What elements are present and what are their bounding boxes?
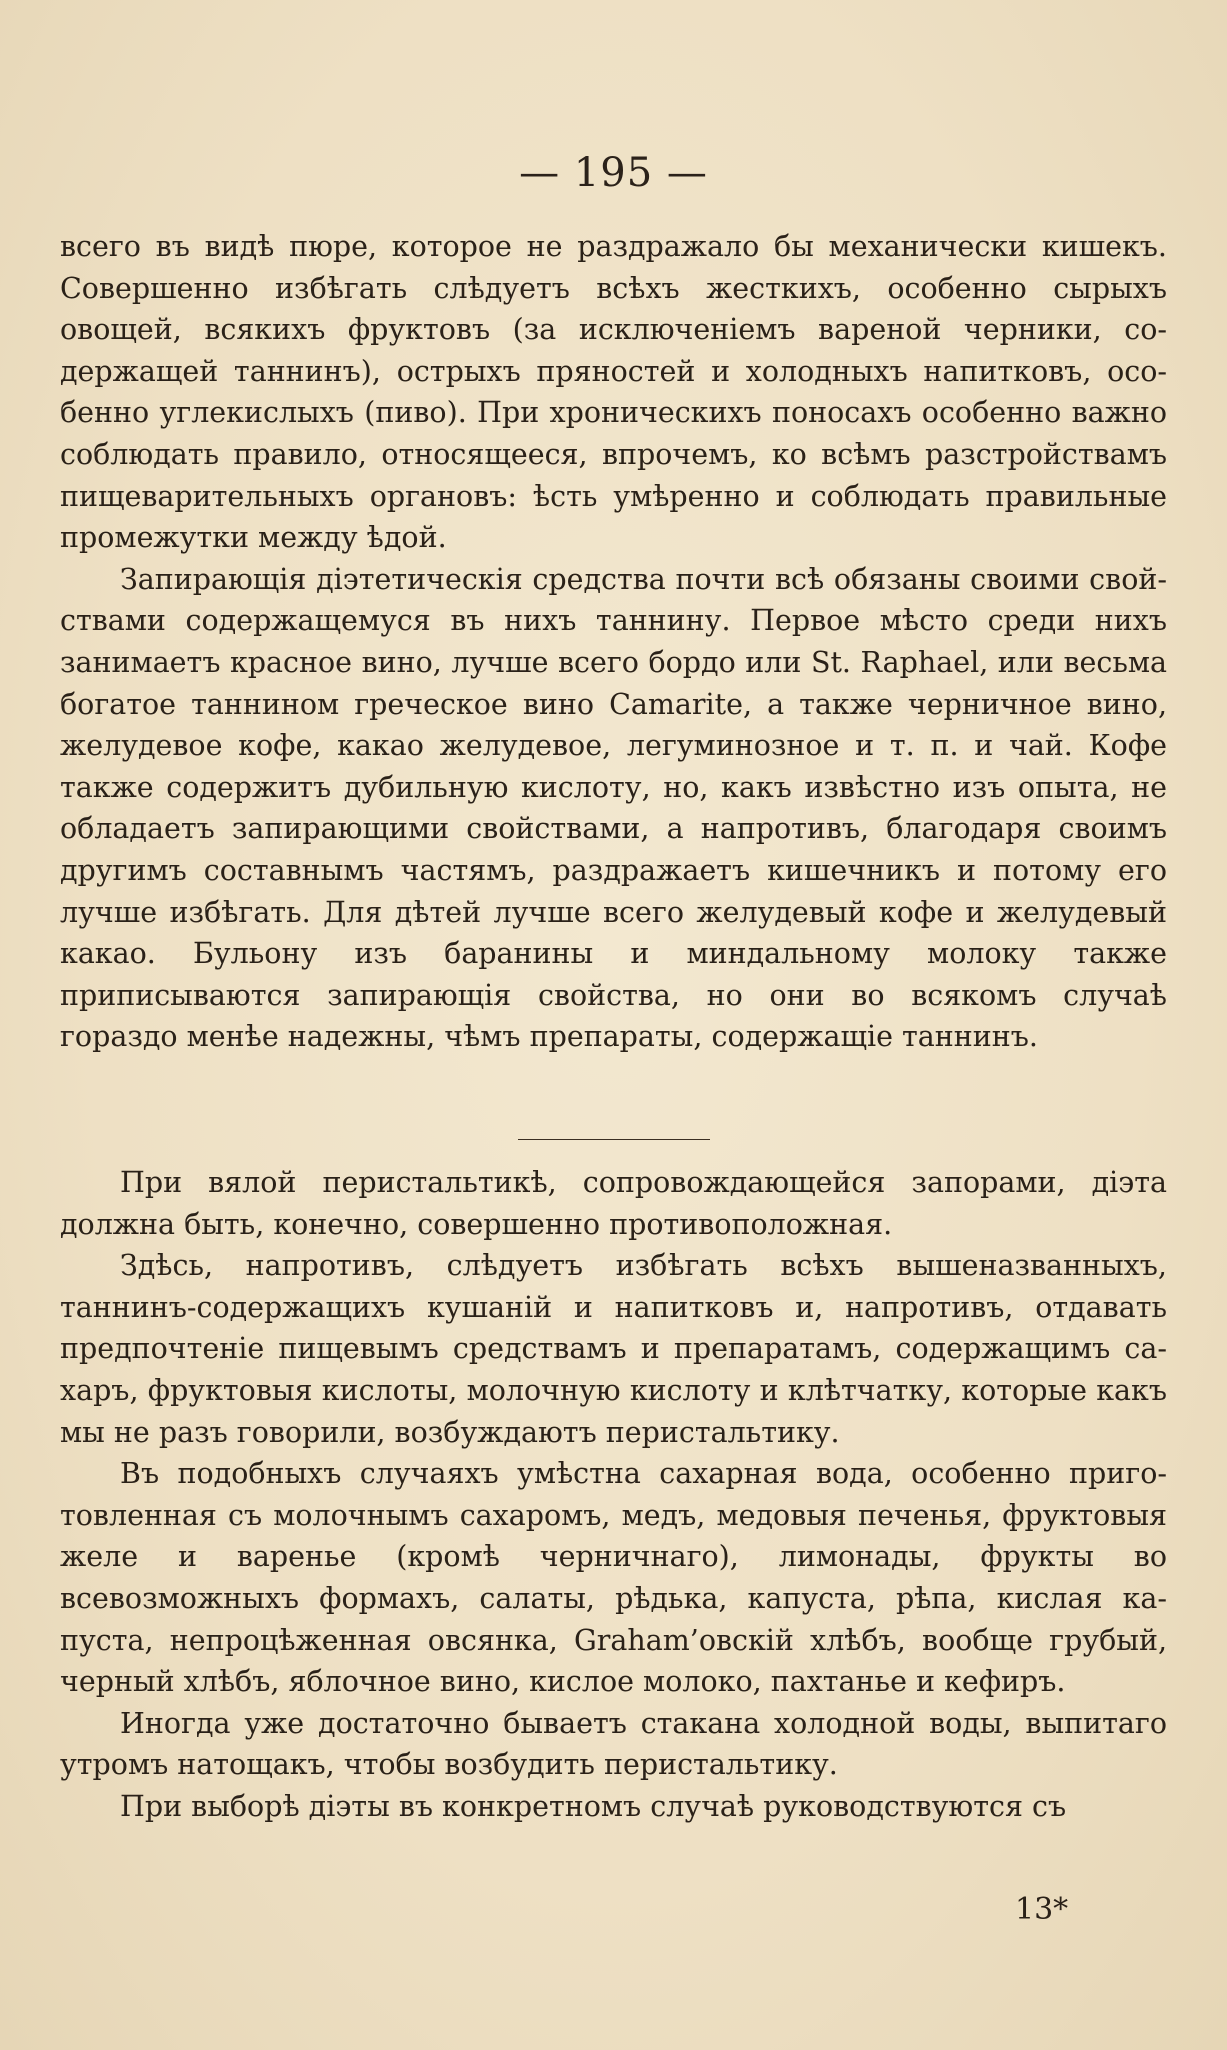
section-divider — [518, 1139, 710, 1140]
paragraph: Въ подобныхъ случаяхъ умѣстна сахарная вода, особенно приготовленная съ молочнымъ сахаромъ, медъ, медовыя печенья, фруктовыя желе и варенье (кромѣ черничнаго), лимонады, фрукты во всевозможныхъ формахъ, салаты, рѣдька, капуста, рѣпа, кислая капуста, непроцѣженная овсянка, Graham’овскiй хлѣбъ, вообще грубый, черный хлѣбъ, яблочное вино, кислое молоко, пахтанье и кефиръ. — [60, 1457, 1167, 1699]
signature-mark: 13* — [1015, 1892, 1069, 1927]
paragraph: При вялой перистальтикѣ, сопровождающейся запорами, дiэта должна быть, конечно, совершенно противоположная. — [60, 1166, 1167, 1241]
paragraph: При выборѣ дiэты въ конкретномъ случаѣ руководствуются съ — [120, 1789, 1067, 1823]
paragraph: Здѣсь, напротивъ, слѣдуетъ избѣгать всѣхъ вышеназванныхъ, таннинъ-содержащихъ кушанiй и напитковъ и, напротивъ, отдавать предпочтенiе пищевымъ средствамъ и препаратамъ, содержащимъ сахаръ, фруктовыя кислоты, молочную кислоту и клѣтчатку, которые какъ мы не разъ говорили, возбуждаютъ перистальтику. — [60, 1249, 1167, 1449]
paragraph: Запирающiя дiэтетическiя средства почти всѣ обязаны своими свойствами содержащемуся въ нихъ таннину. Первое мѣсто среди нихъ занимаетъ красное вино, лучше всего бордо или St. Raphael, или весьма богатое таннином греческое вино Camarite, а также черничное вино, желудевое кофе, какао желудевое, легуминозное и т. п. и чай. Кофе также содержитъ дубильную кислоту, но, какъ извѣстно изъ опыта, не обладаетъ запирающими свойствами, а напротивъ, благодаря своимъ другимъ составнымъ частямъ, раздражаетъ кишечникъ и потому его лучше избѣгать. Для дѣтей лучше всего желудевый кофе и желудевый какао. Бульону изъ баранины и миндальному молоку также приписываются запирающiя свойства, но они во всякомъ случаѣ гораздо менѣе надежны, чѣмъ препараты, содержащiе таннинъ. — [60, 562, 1167, 1054]
page-number: — 195 — — [519, 150, 708, 196]
text-section-2 — [60, 1162, 1167, 1828]
paragraph: всего въ видѣ пюре, которое не раздражало бы механически кишекъ. Совершенно избѣгать слѣдуетъ всѣхъ жесткихъ, особенно сырыхъ овощей, всякихъ фруктовъ (за исключенiемъ вареной черники, содержащей таннинъ), острыхъ пряностей и холодныхъ напитковъ, особенно углекислыхъ (пиво). При хроническихъ поносахъ особенно важно соблюдать правило, относящееся, впрочемъ, ко всѣмъ разстройствамъ пищеварительныхъ органовъ: ѣсть умѣренно и соблюдать правильные промежутки между ѣдой. — [60, 230, 1167, 555]
text-section-1 — [60, 226, 1167, 1058]
paragraph: Иногда уже достаточно бываетъ стакана холодной воды, выпитаго утромъ натощакъ, чтобы возбудить перистальтику. — [60, 1706, 1167, 1782]
